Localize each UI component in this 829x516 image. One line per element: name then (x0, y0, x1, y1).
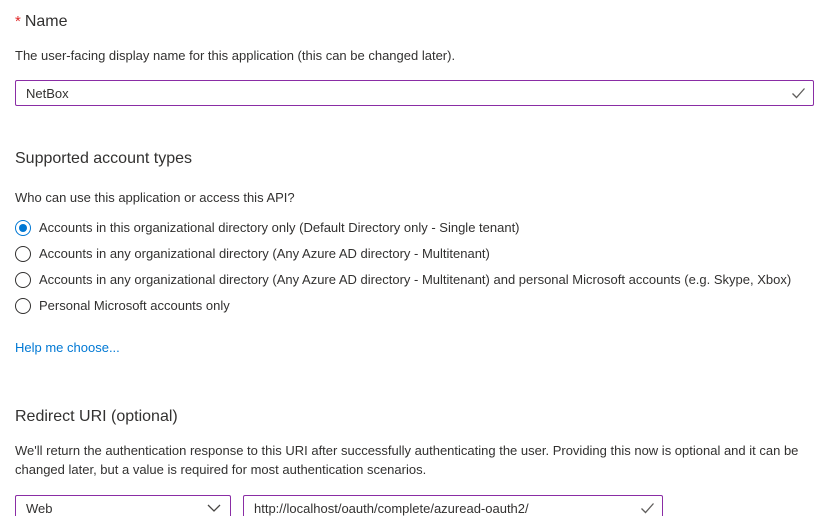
radio-option-multitenant-personal[interactable] (15, 267, 814, 293)
supported-account-types-title: Supported account types (15, 150, 193, 167)
radio-button[interactable] (15, 220, 31, 236)
supported-account-types-section (15, 149, 814, 357)
radio-button[interactable] (15, 272, 31, 288)
redirect-uri-controls (15, 495, 814, 516)
radio-option-label: Accounts in any organizational directory (Any Azure AD directory - Multitenant) (39, 246, 490, 261)
radio-option-personal-only[interactable] (15, 293, 814, 319)
radio-option-multitenant[interactable] (15, 241, 814, 267)
name-section (15, 12, 814, 106)
redirect-uri-section (15, 407, 814, 516)
redirect-uri-title: Redirect URI (optional) (15, 408, 178, 425)
platform-select[interactable] (15, 495, 231, 516)
redirect-uri-input-wrapper (243, 495, 663, 516)
redirect-uri-description: We'll return the authentication response to this URI after successfully authenticating the user. Providing this now is optional and it can be changed later, but a value is required for most authentication scenarios. (15, 443, 799, 477)
radio-option-single-tenant[interactable] (15, 215, 814, 241)
chevron-down-icon (207, 504, 221, 512)
radio-option-label: Accounts in this organizational directory only (Default Directory only - Single tenant) (39, 220, 520, 235)
help-me-choose-link[interactable]: Help me choose... (15, 340, 120, 355)
platform-select-value: Web (26, 500, 53, 516)
name-section-title (15, 12, 814, 32)
radio-button[interactable] (15, 298, 31, 314)
radio-option-label: Personal Microsoft accounts only (39, 298, 230, 313)
name-input-wrapper (15, 80, 814, 106)
name-input[interactable] (15, 80, 814, 106)
redirect-uri-input[interactable] (243, 495, 663, 516)
required-asterisk: * (15, 13, 21, 30)
account-type-radio-group (15, 215, 814, 319)
name-description: The user-facing display name for this application (this can be changed later). (15, 48, 456, 63)
name-section-title-text: Name (24, 13, 68, 30)
radio-button[interactable] (15, 246, 31, 262)
radio-option-label: Accounts in any organizational directory (Any Azure AD directory - Multitenant) and personal Microsoft accounts (e.g. Skype, Xbox) (39, 272, 792, 287)
account-types-question: Who can use this application or access this API? (15, 190, 295, 205)
